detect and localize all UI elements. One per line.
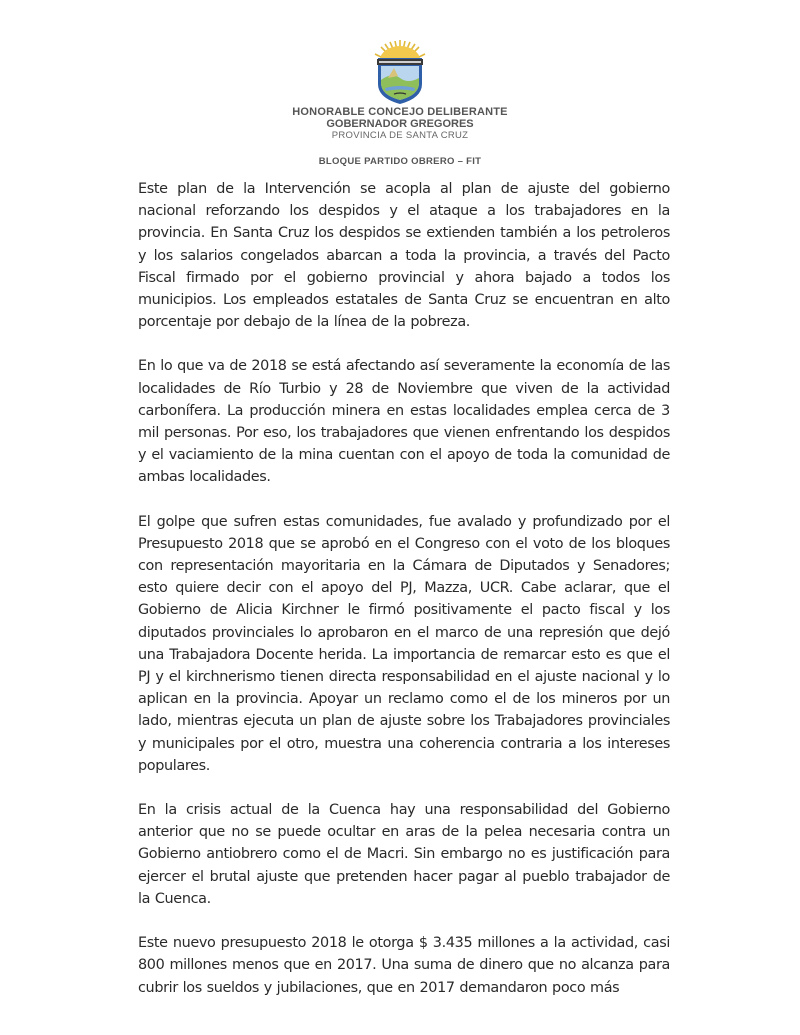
paragraph: Este nuevo presupuesto 2018 le otorga $ 3.435 millones a la actividad, casi 800 millones menos que en 2017. Una suma de dinero que no alcanza para cubrir los sueldos y jubilaciones, que en 2017 demandaron poco más: [138, 935, 670, 996]
paragraph: Este plan de la Intervención se acopla al plan de ajuste del gobierno nacional reforzando los despidos y el ataque a los trabajadores en la provincia. En Santa Cruz los despidos se extienden también a los petroleros y los salarios congelados abarcan a toda la provincia, a través del Pacto Fiscal firmado por el gobierno provincial y ahora bajado a todos los municipios. Los empleados estatales de Santa Cruz se encuentran en alto porcentaje por debajo de la línea de la pobreza.: [138, 181, 670, 331]
document-body: [138, 178, 670, 1021]
province-name: PROVINCIA DE SANTA CRUZ: [331, 130, 469, 141]
organization-name: HONORABLE CONCEJO DELIBERANTE: [292, 106, 508, 118]
paragraph: El golpe que sufren estas comunidades, fue avalado y profundizado por el Presupuesto 2018 que se aprobó en el Congreso con el voto de los bloques con representación mayoritaria en la Cámara de Diputados y Senadores; esto quiere decir con el apoyo del PJ, Mazza, UCR. Cabe aclarar, que el Gobierno de Alicia Kirchner le firmó positivamente el pacto fiscal y los diputados provinciales lo aprobaron en el marco de una represión que dejó una Trabajadora Docente herida. La importancia de remarcar esto es que el PJ y el kirchnerismo tienen directa responsabilidad en el ajuste nacional y lo aplican en la provincia. Apoyar un reclamo como el de los mineros por un lado, mientras ejecuta un plan de ajuste sobre los Trabajadores provinciales y municipales por el otro, muestra una coherencia contraria a los intereses populares.: [138, 513, 670, 774]
locality-name: GOBERNADOR GREGORES: [326, 118, 474, 130]
paragraph: En lo que va de 2018 se está afectando así severamente la economía de las localidades de Río Turbio y 28 de Noviembre que viven de la actividad carbonífera. La producción minera en estas localidades emplea cerca de 3 mil personas. Por eso, los trabajadores que vienen enfrentando los despidos y el vaciamiento de la mina cuentan con el apoyo de toda la comunidad de ambas localidades.: [138, 358, 670, 486]
provincial-shield-emblem-icon: [368, 38, 432, 106]
bloc-name: BLOQUE PARTIDO OBRERO – FIT: [318, 156, 482, 167]
letterhead: [0, 38, 800, 167]
paragraph: En la crisis actual de la Cuenca hay una responsabilidad del Gobierno anterior que no se puede ocultar en aras de la pelea necesaria contra un Gobierno antiobrero como el de Macri. Sin embargo no es justificación para ejercer el brutal ajuste que pretenden hacer pagar al pueblo trabajador de la Cuenca.: [138, 802, 670, 907]
